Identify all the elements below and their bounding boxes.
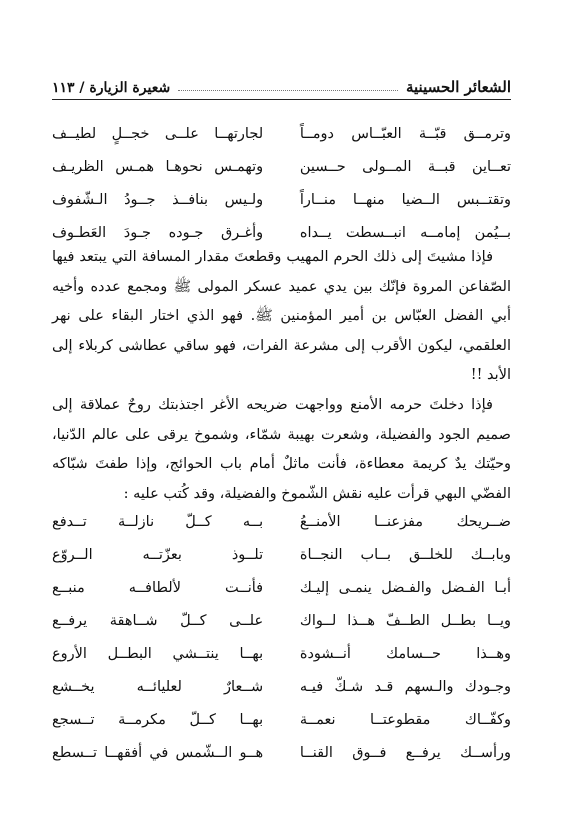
verse-row (52, 703, 511, 736)
paragraph-text: فإذا مشيتَ إلى ذلك الحرم المهيب وقطعتَ مقدار المسافة التي يبتعد فيها الصّفاعن المروة فإنّك بين يدي عميد عسكر المولى ﷺ ومجمع عدده وأخيه أبي الفضل العبّاس بن أمير المؤمنين ﷺ. فهو الذي اختار البقاء على نهر العلقمي، ليكون الأقرب إلى مشرعة الفرات، فهو ساقي عطاشى كربلاء إلى الأبد !! (52, 249, 511, 383)
verse-first-hemistich: وجـودك والـسهم قـد شـكّ فيـه (299, 678, 511, 695)
verse-first-hemistich: تعــاين قبــة المــولى حــسين (299, 158, 511, 175)
verse-first-hemistich: وكفّــاك مقطوعتــا نعمــة (299, 711, 511, 728)
verse-second-hemistich: وأغـرق جـوده جـودَ العَطـوف (52, 224, 264, 241)
poem-block-1 (52, 117, 511, 249)
verse-first-hemistich: وترمــق قبّــة العبّــاس دومــاً (299, 125, 511, 142)
verse-row (52, 117, 511, 150)
verse-second-hemistich: هــو الــشّمس في أفقهــا تــسطع (52, 744, 264, 761)
verse-second-hemistich: بــه كــلّ نازلــة تــدفع (52, 513, 264, 530)
verse-row (52, 150, 511, 183)
verse-second-hemistich: بهــا ينتــشي البطــل الأروع (52, 645, 264, 662)
verse-row (52, 183, 511, 216)
verse-row (52, 505, 511, 538)
verse-second-hemistich: لجارتهــا علــى خجــلٍ لطيــف (52, 125, 264, 142)
verse-first-hemistich: ويــا بطــل الطــفّ هــذا لــواك (299, 612, 511, 629)
verse-first-hemistich: ورأســك يرفــع فــوق القنــا (299, 744, 511, 761)
verse-row (52, 571, 511, 604)
verse-second-hemistich: ولـيس بنافــذ جــودُ الـشّفوف (52, 191, 264, 208)
verse-first-hemistich: أبـا الفـضل والفـضل ينمـى إليـك (299, 579, 511, 596)
verse-first-hemistich: وبابــك للخلــق بــاب النجــاة (299, 546, 511, 563)
verse-second-hemistich: بهــا كــلّ مكرمــة تــسجع (52, 711, 264, 728)
verse-first-hemistich: وهــذا حــسامك أنــشودة (299, 645, 511, 662)
poem-block-2 (52, 505, 511, 769)
chapter-and-page-number: شعيرة الزيارة / ١١٣ (52, 80, 171, 96)
verse-row (52, 604, 511, 637)
paragraph-1 (52, 243, 511, 391)
verse-second-hemistich: شــعارٌ لعليائــه يخــشع (52, 678, 264, 695)
header-dotted-leader (178, 90, 398, 91)
paragraph-text: فإذا دخلتَ حرمه الأمنع وواجهت ضريحه الأغر اجتذبتك روحٌ عملاقة إلى صميم الجود والفضيلة، وشعرت بهيبة شمّاء، وشموخ يرقى على عالم الدّنيا، وحيّتك يدٌ كريمة معطاءة، فأنت ماثلٌ أمام باب الحوائج، وإذا طفتَ شبّاكه الفضّي البهي قرأت عليه نقش الشّموخ والفضيلة، وقد كُتب عليه : (52, 397, 511, 502)
paragraph-2 (52, 391, 511, 509)
verse-first-hemistich: ضــريحك مفزعنــا الأمنــعُ (299, 513, 511, 530)
verse-row (52, 637, 511, 670)
verse-row (52, 538, 511, 571)
book-title: الشعائر الحسينية (405, 78, 511, 96)
verse-row (52, 670, 511, 703)
verse-first-hemistich: وتقتــبس الــضيا منهــا منــاراً (299, 191, 511, 208)
verse-second-hemistich: وتهمـس نحوهـا همـس الظريـف (52, 158, 264, 175)
verse-row (52, 736, 511, 769)
verse-second-hemistich: علــى كــلّ شــاهقة يرفــع (52, 612, 264, 629)
page-header (52, 74, 511, 100)
verse-second-hemistich: فأنــت لألطافــه منبــع (52, 579, 264, 596)
verse-first-hemistich: بــيُمن إمامــه انبــسطت يــداه (299, 224, 511, 241)
verse-second-hemistich: تلــوذ بعزّتــه الــروّع (52, 546, 264, 563)
